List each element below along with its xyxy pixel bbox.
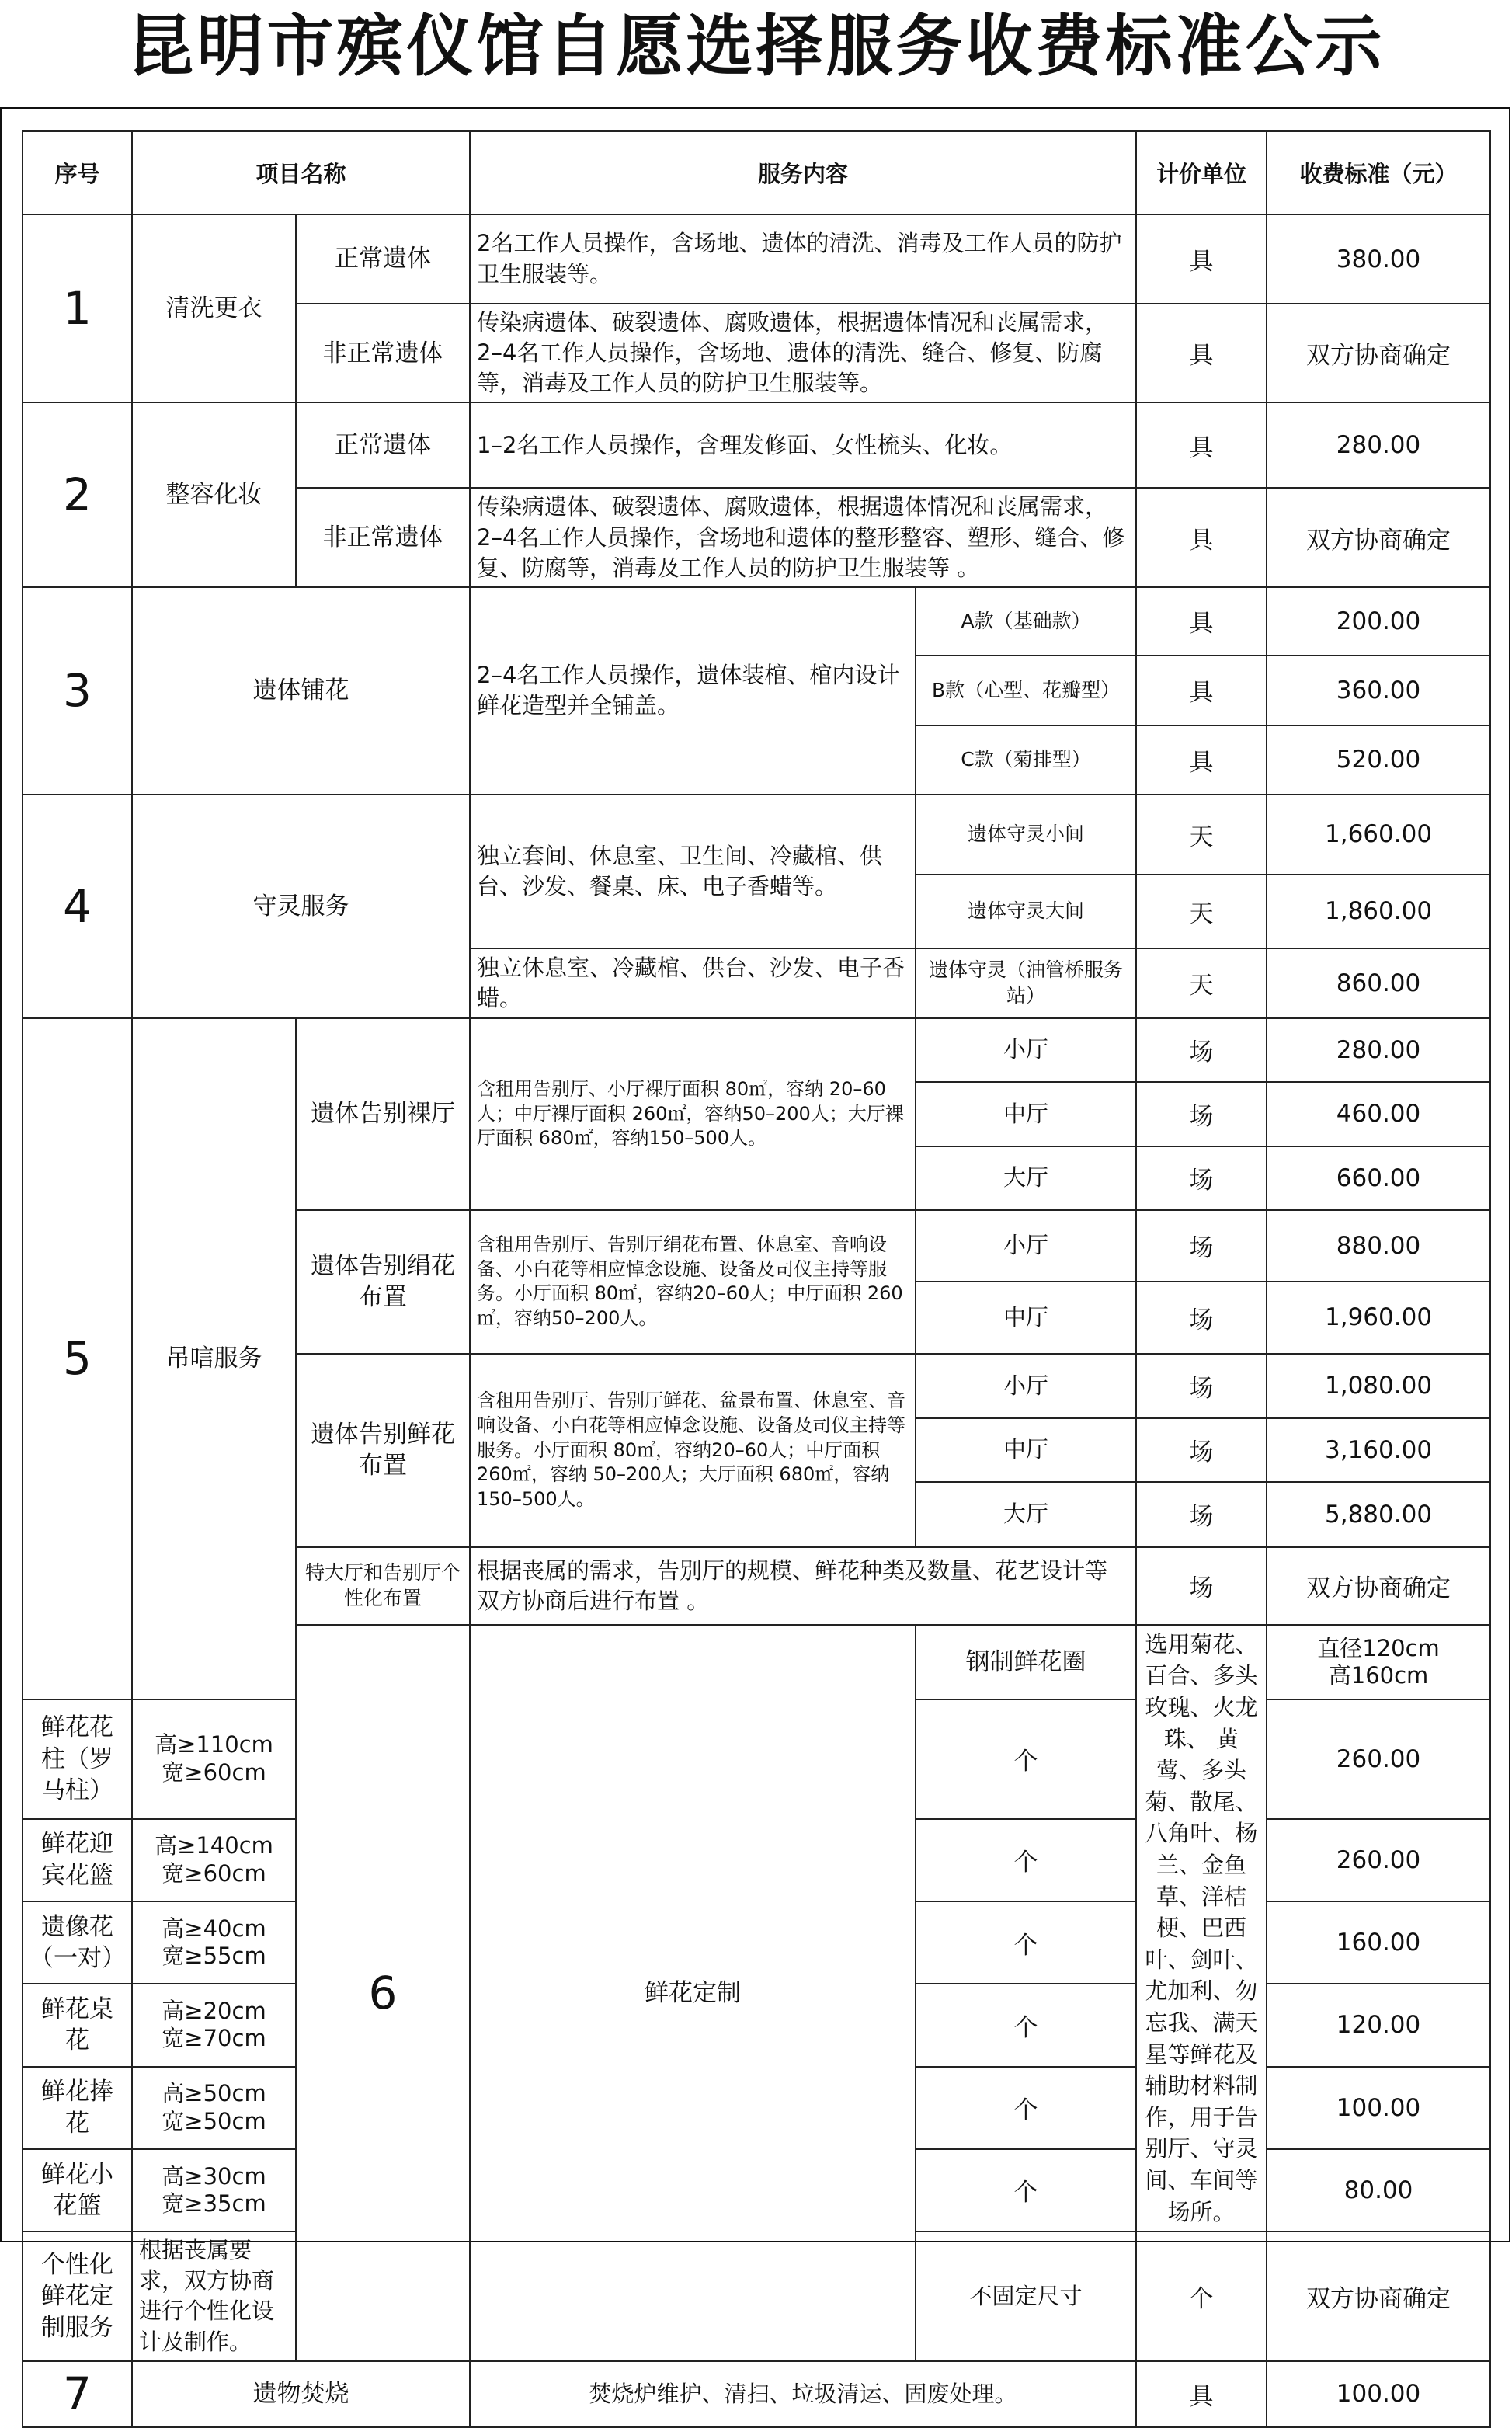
pricing-unit: 场	[1136, 1018, 1267, 1082]
fee-amount: 100.00	[1267, 2361, 1490, 2427]
table-row	[23, 587, 1490, 656]
sub-item-name: 非正常遗体	[296, 488, 470, 586]
fee-amount: 880.00	[1267, 1210, 1490, 1282]
service-content: 2–4名工作人员操作，遗体装棺、棺内设计鲜花造型并全铺盖。	[470, 587, 916, 795]
fee-amount: 5,880.00	[1267, 1482, 1490, 1547]
sub-item-name: 特大厅和告别厅个性化布置	[296, 1547, 470, 1625]
item-name: 整容化妆	[132, 402, 296, 586]
pricing-unit: 场	[1136, 1482, 1267, 1547]
fee-amount: 1,660.00	[1267, 795, 1490, 875]
pricing-unit: 具	[1136, 725, 1267, 795]
spec-cell	[132, 2067, 296, 2149]
spec-line: 高≥20cm	[162, 1997, 266, 2024]
spec-cell	[132, 1699, 296, 1819]
pricing-unit: 具	[1136, 488, 1267, 586]
fee-amount: 660.00	[1267, 1146, 1490, 1210]
sub-item-name: 鲜花小花篮	[23, 2149, 132, 2231]
row-number: 1	[23, 214, 132, 402]
sub-item-name: 钢制鲜花圈	[916, 1625, 1136, 1699]
spec-line: 宽≥70cm	[162, 2025, 266, 2052]
spec-cell: 小厅	[916, 1018, 1136, 1082]
spec-cell: 中厅	[916, 1082, 1136, 1146]
fee-amount: 460.00	[1267, 1082, 1490, 1146]
fee-amount: 1,960.00	[1267, 1282, 1490, 1354]
pricing-unit: 天	[1136, 948, 1267, 1018]
fee-amount: 80.00	[1267, 2149, 1490, 2231]
service-content: 含租用告别厅、小厅裸厅面积 80㎡，容纳 20–60人；中厅裸厅面积 260㎡，容纳50–200人；大厅裸厅面积 680㎡，容纳150–500人。	[470, 1018, 916, 1210]
table-row	[23, 1018, 1490, 1082]
pricing-unit: 具	[1136, 2361, 1267, 2427]
fee-amount: 3,160.00	[1267, 1418, 1490, 1482]
pricing-unit: 场	[1136, 1146, 1267, 1210]
spec-line: 高≥40cm	[162, 1915, 266, 1942]
spec-line: 直径120cm	[1317, 1634, 1440, 1661]
sub-item-name: 遗体告别裸厅	[296, 1018, 470, 1210]
service-content: 传染病遗体、破裂遗体、腐败遗体，根据遗体情况和丧属需求，2–4名工作人员操作，含场地和遗体的整形整容、塑形、缝合、修复、防腐等，消毒及工作人员的防护卫生服装等 。	[470, 488, 1136, 586]
item-name: 遗物焚烧	[132, 2361, 470, 2427]
row-number: 4	[23, 795, 132, 1018]
service-content: 根据丧属的需求，告别厅的规模、鲜花种类及数量、花艺设计等双方协商后进行布置 。	[470, 1547, 1136, 1625]
sub-item-name: 鲜花迎宾花篮	[23, 1819, 132, 1901]
spec-cell	[132, 1819, 296, 1901]
sub-item-name: 遗体告别鲜花布置	[296, 1354, 470, 1547]
fee-amount: 280.00	[1267, 402, 1490, 488]
pricing-unit: 个	[916, 1901, 1136, 1984]
service-content: 独立套间、休息室、卫生间、冷藏棺、供台、沙发、餐桌、床、电子香蜡等。	[470, 795, 916, 948]
sub-item-name: 个性化鲜花定制服务	[23, 2231, 132, 2361]
row-number: 5	[23, 1018, 132, 1699]
row-number: 6	[296, 1625, 470, 2361]
spec-line: 宽≥60cm	[162, 1758, 266, 1786]
fee-amount: 280.00	[1267, 1018, 1490, 1082]
spec-line: 宽≥55cm	[162, 1943, 266, 1970]
item-name: 鲜花定制	[470, 1625, 916, 2361]
item-name: 遗体铺花	[132, 587, 470, 795]
spec-cell: 遗体守灵大间	[916, 875, 1136, 948]
fee-amount: 380.00	[1267, 214, 1490, 304]
spec-line: 高≥50cm	[162, 2080, 266, 2107]
spec-cell	[132, 1901, 296, 1984]
row-number: 7	[23, 2361, 132, 2427]
spec-cell: 遗体守灵（油管桥服务站）	[916, 948, 1136, 1018]
pricing-unit: 天	[1136, 795, 1267, 875]
fee-amount: 双方协商确定	[1267, 1547, 1490, 1625]
spec-line: 高≥140cm	[155, 1832, 273, 1859]
pricing-unit: 个	[916, 1819, 1136, 1901]
row-number: 2	[23, 402, 132, 586]
header-name: 项目名称	[132, 131, 470, 214]
fee-amount: 160.00	[1267, 1901, 1490, 1984]
item-name: 清洗更衣	[132, 214, 296, 402]
table-row	[23, 2361, 1490, 2427]
fee-amount: 100.00	[1267, 2067, 1490, 2149]
service-content: 含租用告别厅、告别厅绢花布置、休息室、音响设备、小白花等相应悼念设施、设备及司仪主持等服务。小厅面积 80㎡，容纳20–60人；中厅面积 260㎡，容纳50–200人。	[470, 1210, 916, 1354]
spec-cell	[1267, 1625, 1490, 1699]
spec-cell: C款（菊排型）	[916, 725, 1136, 795]
service-content: 1–2名工作人员操作，含理发修面、女性梳头、化妆。	[470, 402, 1136, 488]
fee-amount: 双方协商确定	[1267, 488, 1490, 586]
fee-amount: 260.00	[1267, 1819, 1490, 1901]
pricing-unit: 具	[1136, 214, 1267, 304]
pricing-unit: 个	[916, 2149, 1136, 2231]
header-no: 序号	[23, 131, 132, 214]
spec-cell: 大厅	[916, 1146, 1136, 1210]
pricing-unit: 场	[1136, 1418, 1267, 1482]
spec-line: 宽≥60cm	[162, 1859, 266, 1887]
spec-cell: 小厅	[916, 1210, 1136, 1282]
spec-line: 高160cm	[1328, 1661, 1429, 1689]
pricing-unit: 场	[1136, 1354, 1267, 1418]
spec-cell: 小厅	[916, 1354, 1136, 1418]
fee-amount: 1,080.00	[1267, 1354, 1490, 1418]
table-row	[23, 795, 1490, 875]
service-content: 焚烧炉维护、清扫、垃圾清运、固废处理。	[470, 2361, 1136, 2427]
pricing-unit: 场	[1136, 1547, 1267, 1625]
pricing-unit: 个	[1136, 2231, 1267, 2361]
header-content: 服务内容	[470, 131, 1136, 214]
sub-item-name: 鲜花桌花	[23, 1984, 132, 2066]
fee-amount: 1,860.00	[1267, 875, 1490, 948]
pricing-unit: 具	[1136, 402, 1267, 488]
fee-amount: 520.00	[1267, 725, 1490, 795]
pricing-unit: 个	[916, 1984, 1136, 2066]
sub-item-name: 鲜花捧花	[23, 2067, 132, 2149]
spec-line: 宽≥50cm	[162, 2107, 266, 2134]
pricing-unit: 具	[1136, 304, 1267, 402]
sub-item-name: 鲜花花柱（罗马柱）	[23, 1699, 132, 1819]
spec-cell: 大厅	[916, 1482, 1136, 1547]
header-unit: 计价单位	[1136, 131, 1267, 214]
pricing-unit: 天	[1136, 875, 1267, 948]
spec-cell: 中厅	[916, 1282, 1136, 1354]
pricing-unit: 场	[1136, 1282, 1267, 1354]
service-content: 独立休息室、冷藏棺、供台、沙发、电子香蜡。	[470, 948, 916, 1018]
pricing-unit: 具	[1136, 587, 1267, 656]
item-name: 守灵服务	[132, 795, 470, 1018]
table-row	[23, 402, 1490, 488]
table-row	[23, 214, 1490, 304]
sub-item-name: 遗像花（一对）	[23, 1901, 132, 1984]
header-price: 收费标准（元）	[1267, 131, 1490, 214]
pricing-unit: 场	[1136, 1082, 1267, 1146]
row-number: 3	[23, 587, 132, 795]
spec-line: 高≥30cm	[162, 2162, 266, 2190]
fee-amount: 双方协商确定	[1267, 2231, 1490, 2361]
pricing-unit: 个	[916, 1699, 1136, 1819]
pricing-unit: 个	[916, 2067, 1136, 2149]
spec-cell: 中厅	[916, 1418, 1136, 1482]
fee-amount: 260.00	[1267, 1699, 1490, 1819]
spec-cell: B款（心型、花瓣型）	[916, 656, 1136, 725]
sub-item-name: 遗体告别绢花布置	[296, 1210, 470, 1354]
fee-amount: 860.00	[1267, 948, 1490, 1018]
service-content: 根据丧属要求，双方协商进行个性化设计及制作。	[132, 2231, 296, 2361]
spec-cell	[132, 1984, 296, 2066]
fee-table	[22, 130, 1491, 2428]
sub-item-name: 非正常遗体	[296, 304, 470, 402]
service-content: 选用菊花、百合、多头玫瑰、火龙珠、 黄莺、多头菊、散尾、八角叶、杨兰、金鱼草、洋桔梗、巴西叶、剑叶、尤加利、勿忘我、满天星等鲜花及辅助材料制作，用于告别厅、守灵间、车间等场所。	[1136, 1625, 1267, 2231]
sub-item-name: 正常遗体	[296, 402, 470, 488]
spec-cell: 遗体守灵小间	[916, 795, 1136, 875]
fee-amount: 200.00	[1267, 587, 1490, 656]
item-name: 吊唁服务	[132, 1018, 296, 1699]
sub-item-name: 正常遗体	[296, 214, 470, 304]
spec-line: 高≥110cm	[155, 1731, 273, 1758]
table-header-row	[23, 131, 1490, 214]
pricing-unit: 具	[1136, 656, 1267, 725]
spec-line: 宽≥35cm	[162, 2190, 266, 2217]
service-content: 含租用告别厅、告别厅鲜花、盆景布置、休息室、音响设备、小白花等相应悼念设施、设备及司仪主持等服务。小厅面积 80㎡，容纳20–60人；中厅面积 260㎡，容纳 50–200人；大厅面积 680㎡，容纳150–500人。	[470, 1354, 916, 1547]
fee-amount: 120.00	[1267, 1984, 1490, 2066]
fee-amount: 360.00	[1267, 656, 1490, 725]
spec-cell	[132, 2149, 296, 2231]
pricing-unit: 场	[1136, 1210, 1267, 1282]
service-content: 2名工作人员操作，含场地、遗体的清洗、消毒及工作人员的防护卫生服装等。	[470, 214, 1136, 304]
fee-amount: 双方协商确定	[1267, 304, 1490, 402]
service-content: 传染病遗体、破裂遗体、腐败遗体，根据遗体情况和丧属需求，2–4名工作人员操作，含场地、遗体的清洗、缝合、修复、防腐等，消毒及工作人员的防护卫生服装等。	[470, 304, 1136, 402]
spec-cell: 不固定尺寸	[916, 2231, 1136, 2361]
spec-cell: A款（基础款）	[916, 587, 1136, 656]
page-title: 昆明市殡仪馆自愿选择服务收费标准公示	[127, 8, 1385, 85]
